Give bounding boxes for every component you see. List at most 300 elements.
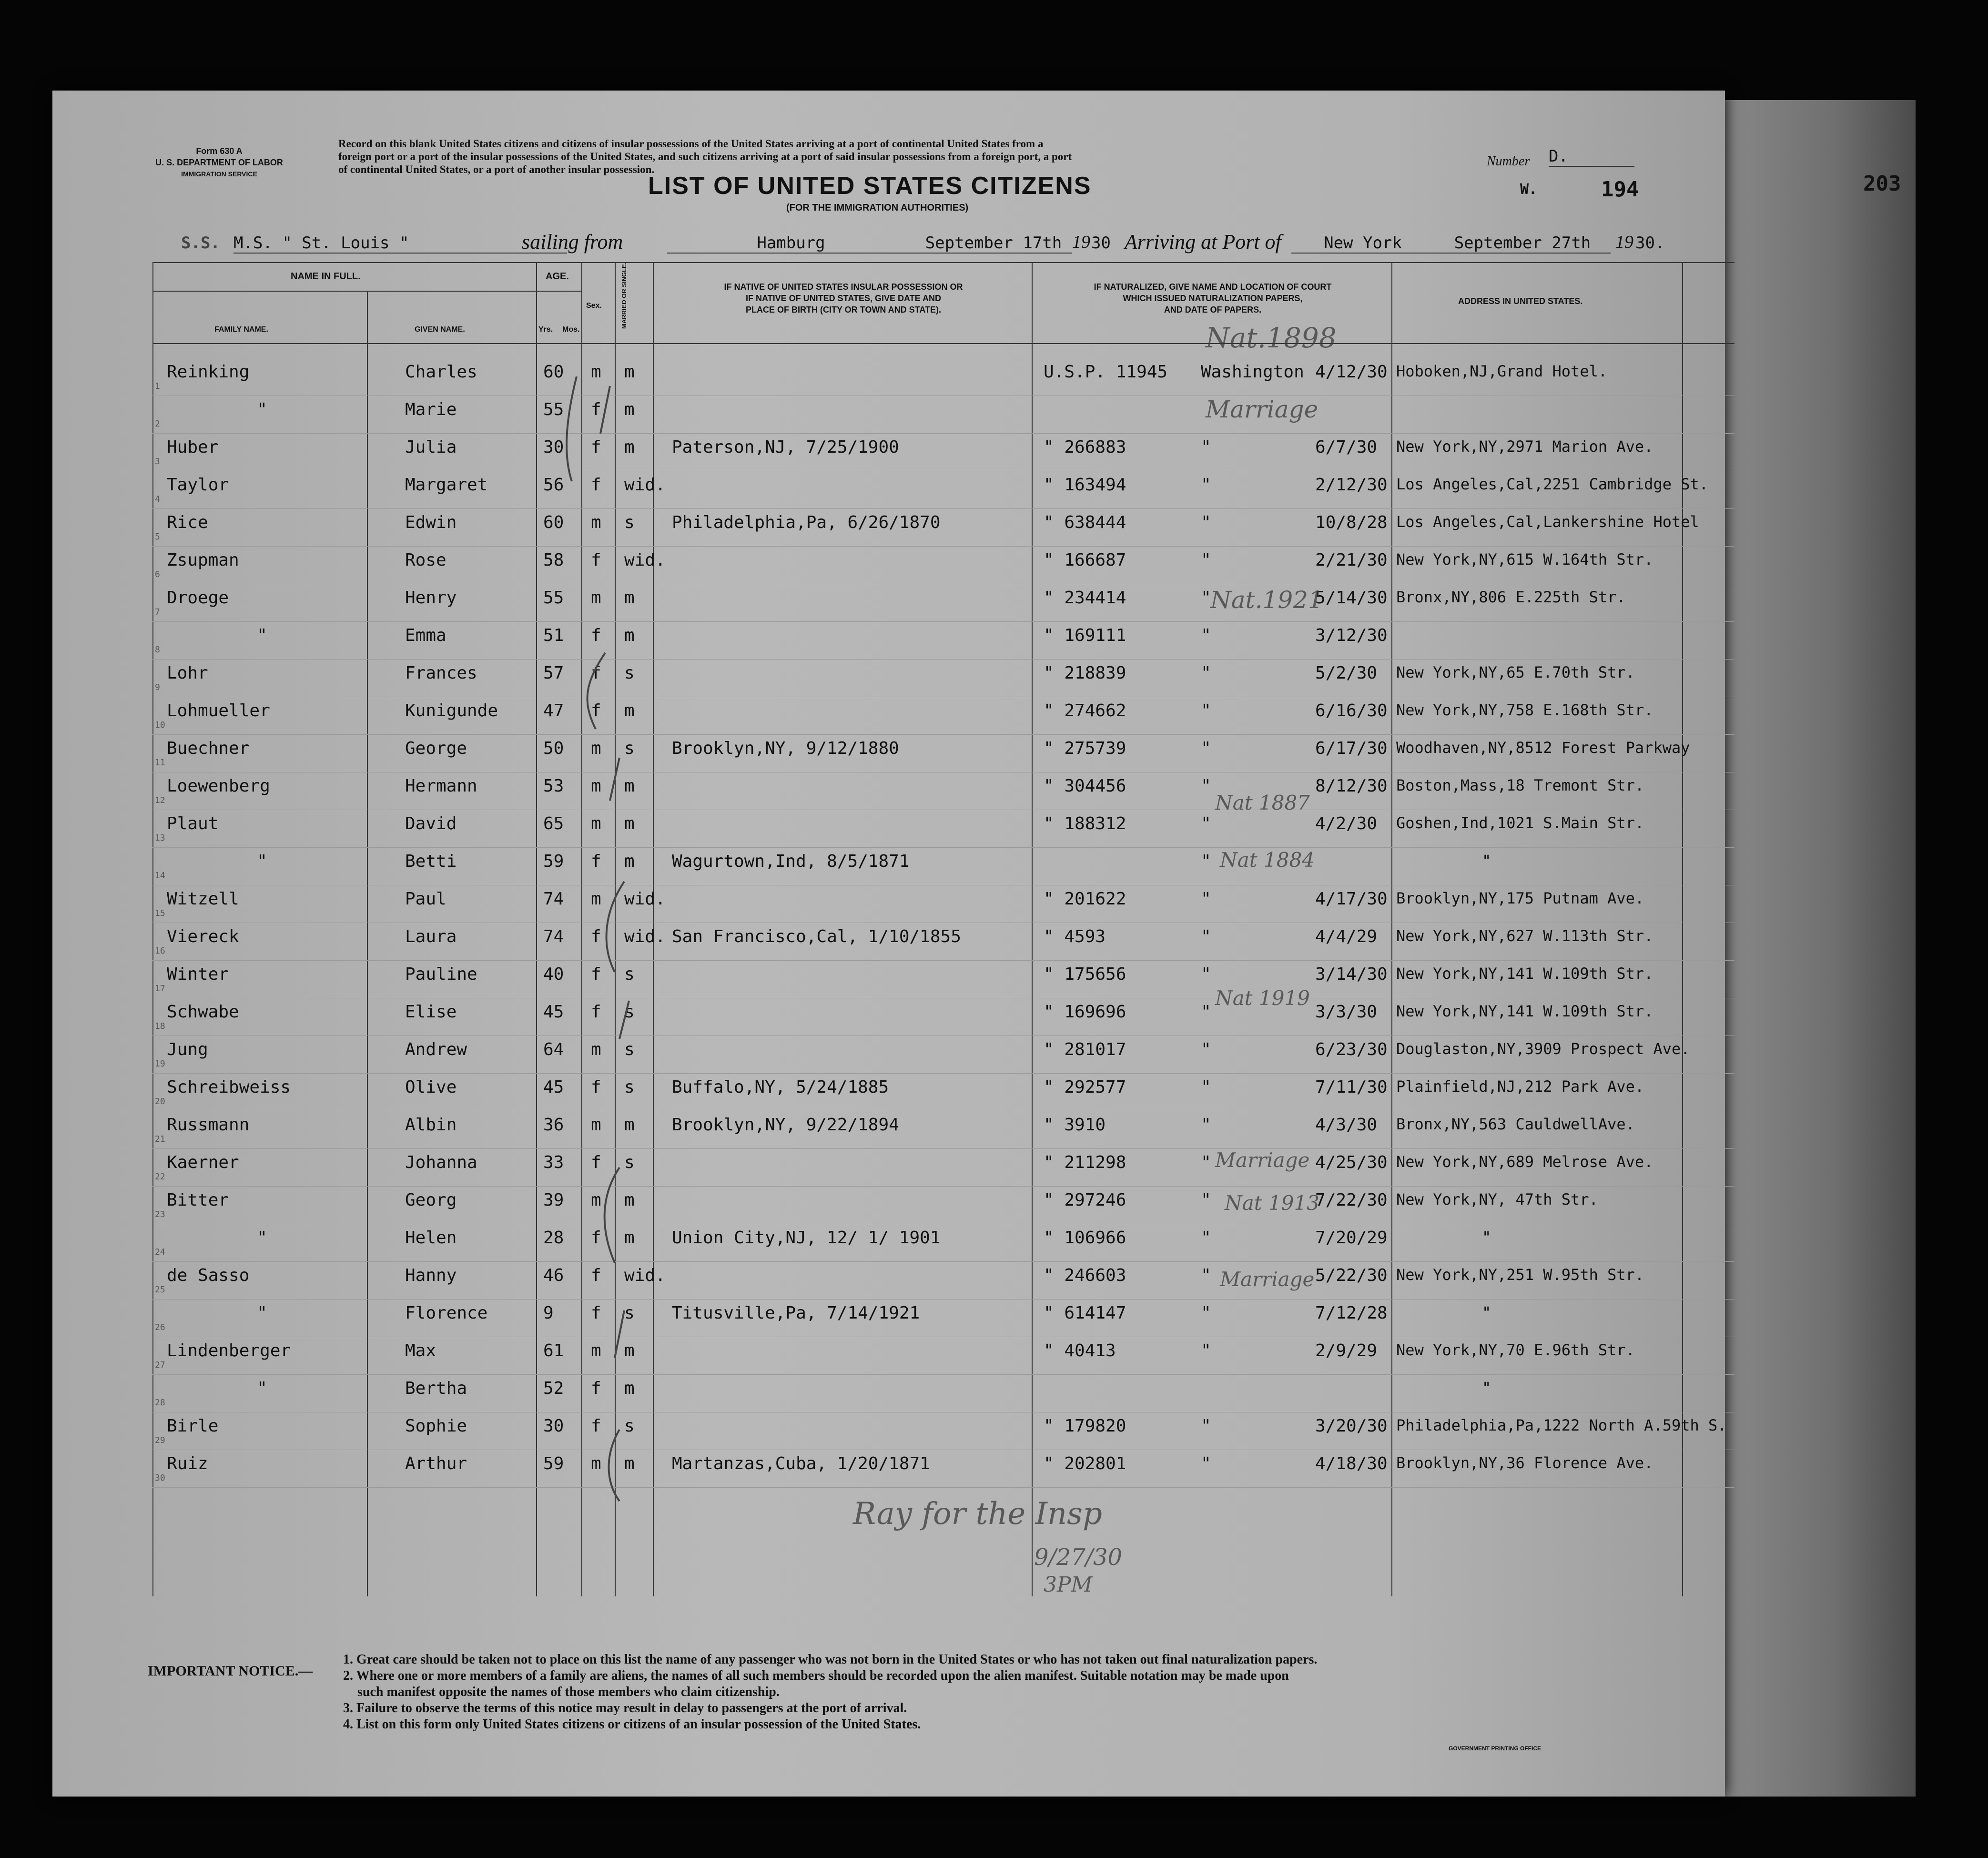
depart-date: September 17th — [915, 234, 1072, 254]
birth-place-date-cell: Union City,NJ, 12/ 1/ 1901 — [672, 1228, 941, 1248]
naturalization-date-cell: 2/9/29 — [1315, 1341, 1378, 1361]
given-name-cell: Henry — [405, 588, 457, 608]
given-name-cell: Julia — [405, 437, 457, 457]
age-years-cell: 30 — [543, 1416, 564, 1436]
court-location-cell: " — [1201, 927, 1211, 946]
sex-cell: f — [591, 965, 601, 984]
naturalization-date-cell: 10/8/28 — [1315, 513, 1388, 532]
row-number: 28 — [155, 1398, 165, 1408]
row-number: 9 — [155, 682, 160, 692]
given-name-cell: Helen — [405, 1228, 457, 1248]
row-number: 27 — [155, 1360, 165, 1370]
given-name-cell: Betti — [405, 852, 457, 871]
row-divider — [152, 960, 1734, 961]
handwritten-note: Nat 1913 — [1225, 1191, 1319, 1215]
naturalization-date-cell: 4/25/30 — [1315, 1153, 1388, 1172]
sex-cell: m — [591, 889, 601, 909]
row-number: 1 — [155, 381, 160, 391]
age-years-cell: 57 — [543, 663, 564, 683]
given-name-cell: Albin — [405, 1115, 457, 1135]
marital-status-cell: wid. — [624, 550, 666, 570]
address-cell: " — [1482, 1379, 1491, 1397]
naturalization-date-cell: 7/12/28 — [1315, 1303, 1388, 1323]
row-number: 22 — [155, 1172, 165, 1182]
certificate-number-cell: " 179820 — [1044, 1416, 1126, 1436]
marital-status-cell: wid. — [624, 1266, 666, 1285]
naturalization-date-cell: 4/4/29 — [1315, 927, 1378, 946]
sex-cell: m — [591, 1454, 601, 1473]
sex-cell: f — [591, 1266, 601, 1285]
family-name-cell: Schwabe — [167, 1002, 239, 1022]
marital-status-cell: m — [624, 814, 635, 833]
header-bottom-border — [152, 343, 1734, 344]
given-name-cell: Bertha — [405, 1379, 467, 1398]
header-nat-line: WHICH ISSUED NATURALIZATION PAPERS, — [1123, 294, 1303, 303]
instructions-line: foreign port or a port of the insular possessions of the United States, and such citizens arriving at a port of said insular possessions from a foreign port, a port — [338, 151, 1072, 162]
given-name-cell: Paul — [405, 889, 446, 909]
marital-status-cell: s — [624, 1303, 635, 1323]
certificate-number-cell: " 166687 — [1044, 550, 1126, 570]
court-location-cell: " — [1201, 1266, 1211, 1285]
naturalization-date-cell: 3/14/30 — [1315, 965, 1388, 984]
certificate-number-cell: " 218839 — [1044, 663, 1126, 683]
naturalization-date-cell: 2/12/30 — [1315, 475, 1388, 495]
sex-cell: m — [591, 1040, 601, 1059]
age-years-cell: 60 — [543, 513, 564, 532]
family-name-cell: Lindenberger — [167, 1341, 291, 1361]
family-name-cell: Lohmueller — [167, 701, 270, 721]
table-right-border — [1682, 262, 1683, 1596]
age-years-cell: 47 — [543, 701, 564, 721]
marital-status-cell: m — [624, 1341, 635, 1361]
inspector-signature: Ray for the Insp — [853, 1496, 1102, 1532]
age-years-cell: 56 — [543, 475, 564, 495]
marital-status-cell: s — [624, 663, 635, 683]
handwritten-note: Marriage — [1206, 396, 1319, 423]
certificate-number-cell: U.S.P. 11945 — [1044, 362, 1168, 382]
row-number: 23 — [155, 1209, 165, 1219]
given-name-cell: Edwin — [405, 513, 457, 532]
marital-status-cell: s — [624, 1002, 635, 1022]
sex-cell: m — [591, 814, 601, 833]
header-address: ADDRESS IN UNITED STATES. — [1458, 296, 1583, 306]
certificate-number-cell: " 202801 — [1044, 1454, 1126, 1473]
family-name-cell: de Sasso — [167, 1266, 250, 1285]
given-name-cell: Margaret — [405, 475, 488, 495]
marital-status-cell: s — [624, 1416, 635, 1436]
address-cell: Brooklyn,NY,175 Putnam Ave. — [1396, 889, 1644, 907]
naturalization-date-cell: 7/11/30 — [1315, 1077, 1388, 1097]
age-years-cell: 36 — [543, 1115, 564, 1135]
naturalization-date-cell: 6/23/30 — [1315, 1040, 1388, 1059]
printing-office: GOVERNMENT PRINTING OFFICE — [1449, 1745, 1542, 1752]
row-number: 7 — [155, 607, 160, 617]
row-number: 18 — [155, 1021, 165, 1031]
sex-cell: f — [591, 475, 601, 495]
given-name-cell: Charles — [405, 362, 477, 382]
given-name-cell: Rose — [405, 550, 446, 570]
age-years-cell: 45 — [543, 1002, 564, 1022]
row-number: 6 — [155, 569, 160, 579]
given-name-cell: Florence — [405, 1303, 488, 1323]
header-age: AGE. — [546, 271, 569, 282]
row-divider — [152, 847, 1734, 848]
certificate-number-cell: " 234414 — [1044, 588, 1126, 608]
col-divider — [1391, 262, 1392, 1596]
age-years-cell: 50 — [543, 739, 564, 758]
row-number: 11 — [155, 758, 165, 768]
arrival-year-prefix: 19 — [1615, 232, 1633, 252]
certificate-number-cell: " 292577 — [1044, 1077, 1126, 1097]
row-divider — [152, 1374, 1734, 1375]
sailing-from-label: sailing from — [522, 230, 623, 254]
row-number: 15 — [155, 908, 165, 918]
sex-cell: f — [591, 852, 601, 871]
court-location-cell: " — [1201, 1077, 1211, 1097]
court-location-cell: " — [1201, 1454, 1211, 1473]
sex-cell: f — [591, 1153, 601, 1172]
court-location-cell: " — [1201, 776, 1211, 796]
family-name-cell: Lohr — [167, 663, 208, 683]
address-cell: Goshen,Ind,1021 S.Main Str. — [1396, 814, 1644, 832]
form-department: U. S. DEPARTMENT OF LABOR — [155, 158, 283, 167]
sex-cell: m — [591, 1190, 601, 1210]
family-name-cell: " — [257, 400, 267, 419]
certificate-number-cell: " 614147 — [1044, 1303, 1126, 1323]
w-label: W. — [1520, 181, 1538, 198]
naturalization-date-cell: 7/22/30 — [1315, 1190, 1388, 1210]
address-cell: Hoboken,NJ,Grand Hotel. — [1396, 362, 1608, 380]
marital-status-cell: m — [624, 1190, 635, 1210]
naturalization-date-cell: 6/17/30 — [1315, 739, 1388, 758]
address-cell: Philadelphia,Pa,1222 North A.59th S. — [1396, 1416, 1727, 1434]
age-years-cell: 28 — [543, 1228, 564, 1248]
handwritten-note: Nat 1919 — [1215, 986, 1310, 1010]
address-cell: Bronx,NY,563 CauldwellAve. — [1396, 1115, 1635, 1133]
age-years-cell: 53 — [543, 776, 564, 796]
instructions — [338, 137, 1072, 176]
marital-status-cell: m — [624, 362, 635, 382]
given-name-cell: Hanny — [405, 1266, 457, 1285]
marital-status-cell: m — [624, 1379, 635, 1398]
given-name-cell: Olive — [405, 1077, 457, 1097]
given-name-cell: Georg — [405, 1190, 457, 1210]
handwritten-note: Marriage — [1215, 1148, 1310, 1172]
marital-status-cell: m — [624, 1115, 635, 1135]
row-number: 21 — [155, 1134, 165, 1144]
certificate-number-cell: " 169696 — [1044, 1002, 1126, 1022]
row-number: 14 — [155, 871, 165, 881]
court-location-cell: " — [1201, 475, 1211, 495]
court-location-cell: " — [1201, 1341, 1211, 1361]
family-name-cell: Huber — [167, 437, 219, 457]
page-number: 203 — [1863, 172, 1901, 196]
address-cell: New York,NY,689 Melrose Ave. — [1396, 1153, 1653, 1171]
sex-cell: f — [591, 437, 601, 457]
marital-status-cell: wid. — [624, 927, 666, 946]
given-name-cell: David — [405, 814, 457, 833]
row-number: 24 — [155, 1247, 165, 1257]
naturalization-date-cell: 8/12/30 — [1315, 776, 1388, 796]
naturalization-date-cell: 4/12/30 — [1315, 362, 1388, 382]
arriving-label: Arriving at Port of — [1125, 230, 1281, 254]
family-name-cell: " — [257, 852, 267, 871]
row-divider — [152, 1261, 1734, 1262]
handwritten-note: Marriage — [1220, 1268, 1315, 1291]
family-name-cell: Witzell — [167, 889, 239, 909]
family-name-cell: Jung — [167, 1040, 208, 1059]
row-number: 19 — [155, 1059, 165, 1069]
form-number-block — [148, 145, 291, 180]
age-years-cell: 55 — [543, 400, 564, 419]
age-years-cell: 65 — [543, 814, 564, 833]
notice-item: 1. Great care should be taken not to place on this list the name of any passenger who was not born in the United States or who has not taken out final naturalization papers. — [343, 1652, 1318, 1667]
certificate-number-cell: " 4593 — [1044, 927, 1106, 946]
form-number: Form 630 A — [196, 146, 243, 156]
w-value: 194 — [1601, 177, 1639, 202]
naturalization-date-cell: 6/7/30 — [1315, 437, 1378, 457]
notice-item: 3. Failure to observe the terms of this notice may result in delay to passengers at the port of arrival. — [343, 1701, 907, 1716]
family-name-cell: Zsupman — [167, 550, 239, 570]
court-location-cell: " — [1201, 1303, 1211, 1323]
court-location-cell: " — [1201, 1002, 1211, 1022]
notice-item: 2. Where one or more members of a family are aliens, the names of all such members should be recorded upon the alien manifest. Suitable notation may be made upon — [343, 1668, 1289, 1683]
address-cell: Bronx,NY,806 E.225th Str. — [1396, 588, 1626, 606]
certificate-number-cell: " 638444 — [1044, 513, 1126, 532]
notice-item: such manifest opposite the names of those members who claim citizenship. — [357, 1685, 780, 1699]
given-name-cell: George — [405, 739, 467, 758]
certificate-number-cell: " 211298 — [1044, 1153, 1126, 1172]
family-name-cell: Kaerner — [167, 1153, 239, 1172]
age-years-cell: 59 — [543, 852, 564, 871]
marital-status-cell: s — [624, 1077, 635, 1097]
naturalization-date-cell: 4/2/30 — [1315, 814, 1378, 833]
row-number: 13 — [155, 833, 165, 843]
age-years-cell: 55 — [543, 588, 564, 608]
naturalization-date-cell: 4/3/30 — [1315, 1115, 1378, 1135]
age-years-cell: 40 — [543, 965, 564, 984]
court-location-cell: Washington — [1201, 362, 1304, 382]
age-years-cell: 46 — [543, 1266, 564, 1285]
marital-status-cell: m — [624, 852, 635, 871]
row-number: 5 — [155, 532, 160, 542]
given-name-cell: Kunigunde — [405, 701, 498, 721]
row-divider — [152, 1487, 1734, 1488]
age-years-cell: 52 — [543, 1379, 564, 1398]
court-location-cell: " — [1201, 1416, 1211, 1436]
given-name-cell: Frances — [405, 663, 477, 683]
address-cell: " — [1482, 1228, 1491, 1246]
arrival-port: New York — [1291, 234, 1434, 254]
given-name-cell: Marie — [405, 400, 457, 419]
age-years-cell: 59 — [543, 1454, 564, 1473]
given-name-cell: Elise — [405, 1002, 457, 1022]
handwritten-note: Nat.1898 — [1206, 322, 1337, 354]
sex-cell: f — [591, 550, 601, 570]
marital-status-cell: wid. — [624, 889, 666, 909]
age-years-cell: 61 — [543, 1341, 564, 1361]
age-years-cell: 60 — [543, 362, 564, 382]
row-divider — [152, 508, 1734, 509]
address-cell: Woodhaven,NY,8512 Forest Parkway — [1396, 739, 1690, 757]
notice-item: 4. List on this form only United States citizens or citizens of an insular possession of the United States. — [343, 1717, 921, 1732]
naturalization-date-cell: 3/3/30 — [1315, 1002, 1378, 1022]
row-divider — [152, 1186, 1734, 1187]
given-name-cell: Andrew — [405, 1040, 467, 1059]
row-divider — [152, 621, 1734, 622]
address-cell: New York,NY,615 W.164th Str. — [1396, 550, 1653, 569]
naturalization-date-cell: 2/21/30 — [1315, 550, 1388, 570]
handwritten-note: Nat.1921 — [1210, 586, 1323, 614]
family-name-cell: Schreibweiss — [167, 1077, 291, 1097]
header-name-in-full: NAME IN FULL. — [291, 271, 361, 282]
family-name-cell: Bitter — [167, 1190, 229, 1210]
court-location-cell: " — [1201, 1115, 1211, 1135]
header-family-name: FAMILY NAME. — [214, 325, 268, 334]
row-number: 10 — [155, 720, 165, 730]
sex-cell: f — [591, 1077, 601, 1097]
birth-place-date-cell: San Francisco,Cal, 1/10/1855 — [672, 927, 961, 946]
family-name-cell: Winter — [167, 965, 229, 984]
family-name-cell: Viereck — [167, 927, 239, 946]
certificate-number-cell: " 304456 — [1044, 776, 1126, 796]
certificate-number-cell: " 275739 — [1044, 739, 1126, 758]
marital-status-cell: wid. — [624, 475, 666, 495]
certificate-number-cell: " 40413 — [1044, 1341, 1116, 1361]
address-cell: New York,NY, 47th Str. — [1396, 1190, 1598, 1208]
header-sex: Sex. — [586, 302, 602, 310]
family-name-cell: Loewenberg — [167, 776, 270, 796]
marital-status-cell: s — [624, 965, 635, 984]
address-cell: Brooklyn,NY,36 Florence Ave. — [1396, 1454, 1653, 1472]
address-cell: New York,NY,141 W.109th Str. — [1396, 965, 1653, 983]
marital-status-cell: m — [624, 776, 635, 796]
row-number: 8 — [155, 645, 160, 655]
vessel-name: M.S. " St. Louis " — [233, 234, 567, 254]
header-birth — [672, 281, 1015, 315]
family-name-cell: " — [257, 1303, 267, 1323]
sex-cell: f — [591, 1303, 601, 1323]
birth-place-date-cell: Martanzas,Cuba, 1/20/1871 — [672, 1454, 930, 1473]
row-number: 16 — [155, 946, 165, 956]
sex-cell: m — [591, 513, 601, 532]
certificate-number-cell: " 163494 — [1044, 475, 1126, 495]
age-years-cell: 30 — [543, 437, 564, 457]
header-naturalization — [1039, 281, 1387, 315]
court-location-cell: " — [1201, 814, 1211, 833]
birth-place-date-cell: Buffalo,NY, 5/24/1885 — [672, 1077, 889, 1097]
court-location-cell: " — [1201, 701, 1211, 721]
family-name-cell: Russmann — [167, 1115, 250, 1135]
row-divider — [152, 433, 1734, 434]
court-location-cell: " — [1201, 852, 1211, 871]
naturalization-date-cell: 5/14/30 — [1315, 588, 1388, 608]
sex-cell: f — [591, 626, 601, 645]
sex-cell: m — [591, 1341, 601, 1361]
address-cell: " — [1482, 1303, 1491, 1321]
birth-place-date-cell: Wagurtown,Ind, 8/5/1871 — [672, 852, 910, 871]
address-cell: New York,NY,65 E.70th Str. — [1396, 663, 1635, 681]
family-name-cell: Reinking — [167, 362, 250, 382]
sex-cell: f — [591, 927, 601, 946]
row-number: 30 — [155, 1473, 165, 1483]
court-location-cell: " — [1201, 1040, 1211, 1059]
address-cell: Douglaston,NY,3909 Prospect Ave. — [1396, 1040, 1690, 1058]
page-subtitle: (FOR THE IMMIGRATION AUTHORITIES) — [786, 203, 969, 213]
court-location-cell: " — [1201, 437, 1211, 457]
age-years-cell: 33 — [543, 1153, 564, 1172]
row-divider — [152, 546, 1734, 547]
col-divider — [1032, 262, 1033, 1596]
given-name-cell: Johanna — [405, 1153, 477, 1172]
certificate-number-cell: " 281017 — [1044, 1040, 1126, 1059]
depart-year: 30 — [1091, 234, 1111, 253]
marital-status-cell: m — [624, 701, 635, 721]
row-divider — [152, 1299, 1734, 1300]
underlying-page — [1715, 100, 1916, 1797]
certificate-number-cell: " 188312 — [1044, 814, 1126, 833]
court-location-cell: " — [1201, 588, 1211, 608]
header-birth-line: IF NATIVE OF UNITED STATES INSULAR POSSESSION OR — [724, 282, 963, 292]
header-married-or-single: MARRIED OR SINGLE. — [620, 262, 628, 329]
marital-status-cell: s — [624, 739, 635, 758]
birth-place-date-cell: Philadelphia,Pa, 6/26/1870 — [672, 513, 941, 532]
vessel-prefix: S.S. — [181, 234, 220, 253]
court-location-cell: " — [1201, 1153, 1211, 1172]
arrival-year: 30. — [1635, 234, 1665, 253]
naturalization-date-cell: 3/20/30 — [1315, 1416, 1388, 1436]
certificate-number-cell: " 246603 — [1044, 1266, 1126, 1285]
address-cell: New York,NY,70 E.96th Str. — [1396, 1341, 1635, 1359]
family-name-cell: " — [257, 1228, 267, 1248]
marital-status-cell: m — [624, 437, 635, 457]
certificate-number-cell: " 169111 — [1044, 626, 1126, 645]
marital-status-cell: m — [624, 1454, 635, 1473]
birth-place-date-cell: Titusville,Pa, 7/14/1921 — [672, 1303, 920, 1323]
depart-year-prefix: 19 — [1072, 232, 1090, 252]
sex-cell: m — [591, 588, 601, 608]
sex-cell: f — [591, 400, 601, 419]
address-cell: Los Angeles,Cal,2251 Cambridge St. — [1396, 475, 1709, 493]
naturalization-date-cell: 4/17/30 — [1315, 889, 1388, 909]
certificate-number-cell: " 297246 — [1044, 1190, 1126, 1210]
given-name-cell: Arthur — [405, 1454, 467, 1473]
instructions-line: of continental United States, or a port of another insular possession. — [338, 163, 655, 175]
address-cell: New York,NY,627 W.113th Str. — [1396, 927, 1653, 945]
court-location-cell: " — [1201, 550, 1211, 570]
address-cell: New York,NY,758 E.168th Str. — [1396, 701, 1653, 719]
header-yrs: Yrs. — [538, 325, 553, 334]
given-name-cell: Sophie — [405, 1416, 467, 1436]
row-divider — [152, 1073, 1734, 1074]
row-divider — [152, 734, 1734, 735]
given-name-cell: Laura — [405, 927, 457, 946]
sex-cell: f — [591, 1228, 601, 1248]
header-nat-line: IF NATURALIZED, GIVE NAME AND LOCATION OF COURT — [1094, 282, 1332, 292]
table-left-border — [152, 262, 153, 1596]
address-cell: New York,NY,141 W.109th Str. — [1396, 1002, 1653, 1020]
sailing-from-port: Hamburg — [667, 234, 915, 254]
sex-cell: m — [591, 362, 601, 382]
address-cell: Boston,Mass,18 Tremont Str. — [1396, 776, 1644, 794]
manifest-sheet — [52, 91, 1725, 1797]
family-name-cell: Birle — [167, 1416, 219, 1436]
marital-status-cell: m — [624, 400, 635, 419]
form-service: IMMIGRATION SERVICE — [181, 170, 257, 178]
court-location-cell: " — [1201, 626, 1211, 645]
row-number: 29 — [155, 1435, 165, 1445]
sex-cell: m — [591, 776, 601, 796]
